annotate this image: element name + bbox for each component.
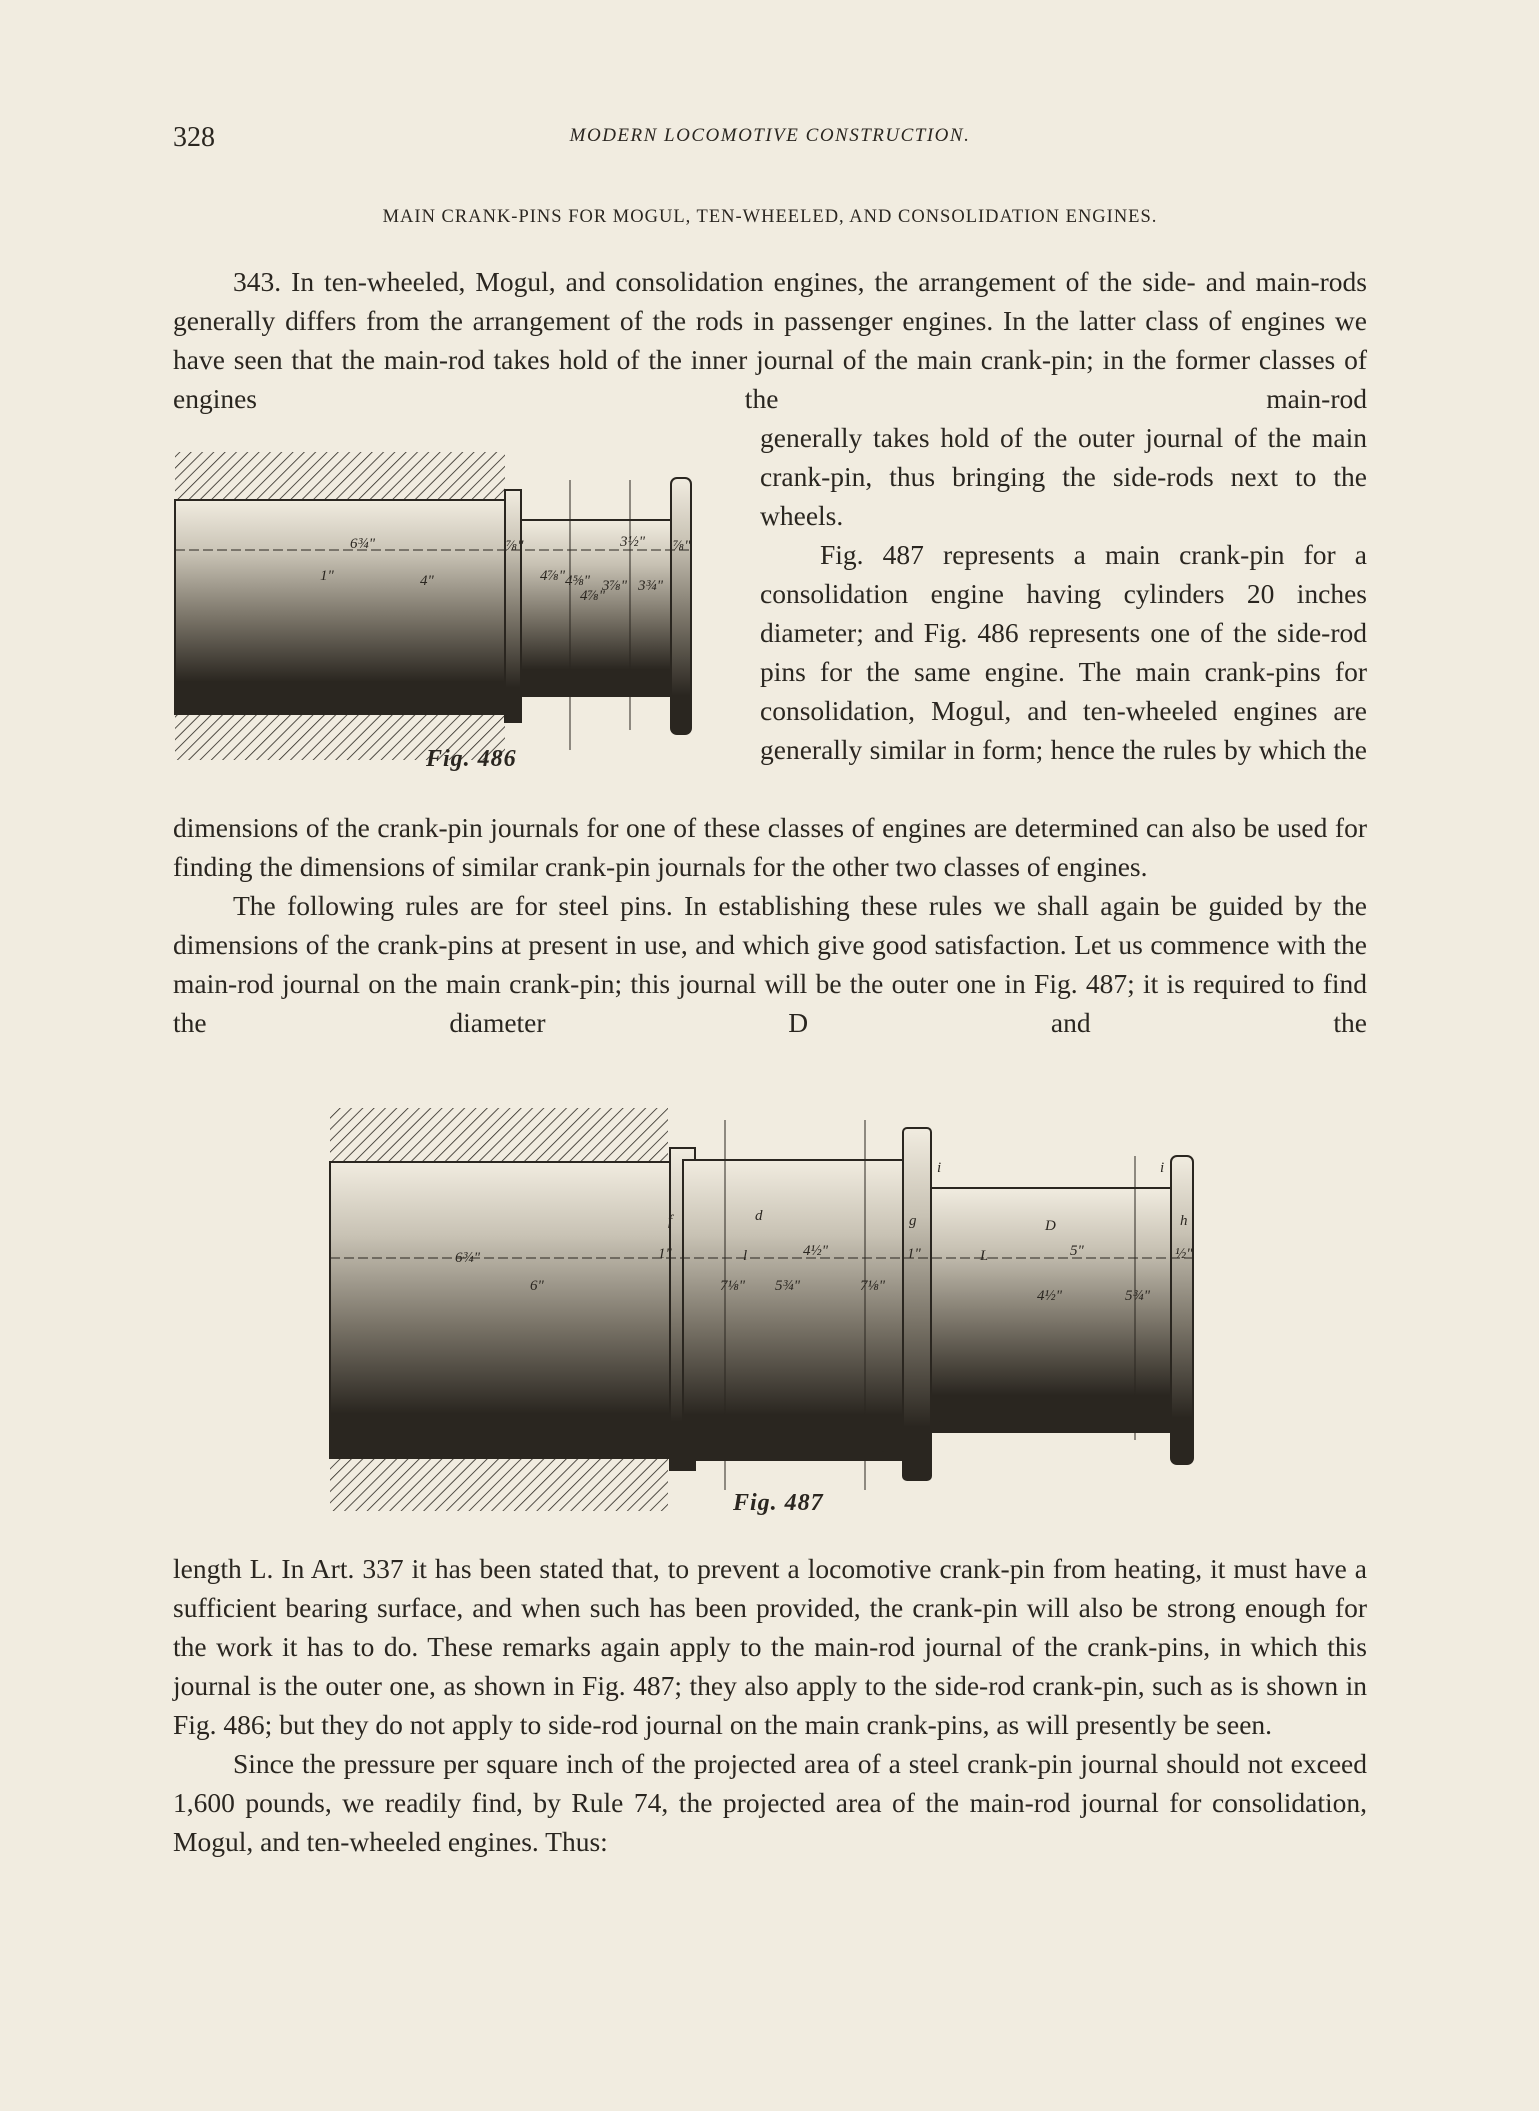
- hatched-wheel-section-bottom: [330, 1455, 668, 1511]
- end-flange: [1171, 1156, 1193, 1464]
- paragraph-text: 343. In ten-wheeled, Mogul, and consolidation engines, the arrangement of the side- and main-rods generally differs from the arrangement of the rods in passenger engines. In the latter class of engines we have seen that the main-rod takes hold of the inner journal of the main crank-pin; in the former classes of engines the main-rod: [173, 266, 1367, 414]
- hatched-wheel-section-top: [175, 452, 505, 502]
- page-header: [173, 122, 1367, 156]
- dim-label: 1": [320, 568, 334, 584]
- dim-label: 4⅞": [580, 588, 606, 604]
- paragraph-text: Since the pressure per square inch of the projected area of a steel crank-pin journal should not exceed 1,600 pounds, we readily find, by Rule 74, the projected area of the main-rod journal for consolidation, Mogul, and ten-wheeled engines. Thus:: [173, 1748, 1367, 1857]
- end-flange: [671, 478, 691, 734]
- part-letter: h: [1180, 1213, 1188, 1229]
- paragraph-text: length L. In Art. 337 it has been stated that, to prevent a locomotive crank-pin from heating, it must have a sufficient bearing surface, and when such has been provided, the crank-pin will also be strong enough for the work it has to do. These remarks again apply to the main-rod journal of the crank-pins, in which this journal is the outer one, as shown in Fig. 487; they also apply to the side-rod crank-pin, such as is shown in Fig. 486; but they do not apply to side-rod journal on the main crank-pins, as will presently be seen.: [173, 1553, 1367, 1740]
- middle-flange: [903, 1128, 931, 1480]
- dim-label: 4⅝": [565, 573, 591, 589]
- figure-487: [325, 1100, 1225, 1520]
- part-letter: i: [1160, 1160, 1165, 1176]
- hatched-wheel-section-top: [330, 1108, 668, 1164]
- dim-label: ⅞": [673, 538, 691, 554]
- paragraph-text: dimensions of the crank-pin journals for one of these classes of engines are determined can also be used for finding the dimensions of similar crank-pin journals for the other two classes of engines.: [173, 812, 1367, 882]
- dim-label: 5¾": [775, 1278, 801, 1294]
- paragraph-text: The following rules are for steel pins. In establishing these rules we shall again be guided by the dimensions of the crank-pins at present in use, and which give good satisfaction. Let us commence with the main-rod journal on the main crank-pin; this journal will be the outer one in Fig. 487; it is required to find the diameter D and the: [173, 890, 1367, 1038]
- dim-label: 3¾": [638, 578, 664, 594]
- part-letter: d: [755, 1208, 763, 1224]
- collar: [505, 490, 521, 722]
- figure-caption: Fig. 487: [733, 1490, 824, 1516]
- paragraph-text: Fig. 487 represents a main crank-pin for a consolidation engine having cylinders 20 inches diameter; and Fig. 486 represents one of the side-rod pins for the same engine. The main crank-pins for consolidation, Mogul, and ten-wheeled engines are generally similar in form; hence the rules by which the: [760, 539, 1367, 765]
- part-letter: L: [980, 1248, 989, 1264]
- dim-label: ⅞": [506, 538, 524, 554]
- dim-label: 5": [1070, 1243, 1084, 1259]
- dim-label: 1": [658, 1246, 672, 1262]
- paragraph-block-after-fig-486: [173, 808, 1367, 1042]
- dim-label: 4½": [1037, 1288, 1063, 1304]
- dim-label: 6¾": [350, 536, 376, 552]
- hub-fit-cylinder: [330, 1162, 670, 1458]
- paragraph-block-after-fig-487: [173, 1549, 1367, 1861]
- dim-label: 5¾": [1125, 1288, 1151, 1304]
- dim-label: 7⅛": [860, 1278, 886, 1294]
- dim-label: 1": [907, 1246, 921, 1262]
- crank-pin-drawing-486: [170, 450, 730, 780]
- hub-fit-cylinder: [175, 500, 510, 714]
- part-letter: D: [1045, 1218, 1056, 1234]
- page-number: 328: [173, 122, 215, 153]
- figure-486: [170, 450, 730, 780]
- running-title: MODERN LOCOMOTIVE CONSTRUCTION.: [569, 125, 971, 146]
- part-letter: f: [668, 1213, 673, 1229]
- dim-label: 4": [420, 573, 434, 589]
- crank-pin-drawing-487: [325, 1100, 1225, 1520]
- figure-caption: Fig. 486: [426, 746, 517, 772]
- part-letter: i: [937, 1160, 942, 1176]
- paragraph-343-full-width: [173, 262, 1367, 418]
- dim-label: 3½": [620, 534, 646, 550]
- part-letter: g: [909, 1213, 917, 1229]
- dim-label: 4½": [803, 1243, 829, 1259]
- part-letter: i: [937, 1418, 942, 1434]
- dim-label: 6": [530, 1278, 544, 1294]
- paragraph-beside-fig-486: [760, 418, 1367, 769]
- dim-label: ½": [1175, 1246, 1193, 1262]
- journal: [521, 520, 671, 696]
- dim-label: 3⅞": [602, 578, 628, 594]
- dim-label: 4⅞": [540, 568, 566, 584]
- part-letter: i: [880, 1448, 885, 1464]
- section-heading: MAIN CRANK-PINS FOR MOGUL, TEN-WHEELED, AND CONSOLIDATION ENGINES.: [382, 207, 1158, 227]
- dim-label: 6¾": [455, 1250, 481, 1266]
- dim-label: 7⅛": [720, 1278, 746, 1294]
- inner-journal: [683, 1160, 918, 1460]
- paragraph-text: generally takes hold of the outer journal of the main crank-pin, thus bringing the side-rods next to the wheels.: [760, 422, 1367, 531]
- part-letter: l: [743, 1248, 748, 1264]
